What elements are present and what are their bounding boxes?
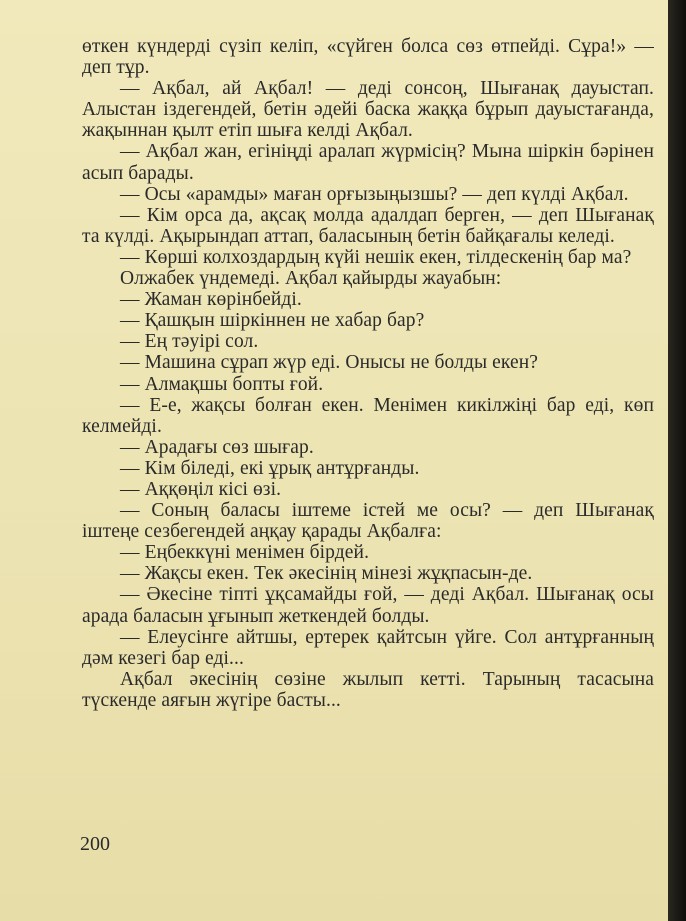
paragraph: — Жаман көрінбейді. bbox=[120, 289, 302, 311]
paragraph: — Қашқын шіркіннен не хабар бар? bbox=[120, 310, 425, 332]
paragraph: — Елеусінге айтшы, ертерек қайтсын үйге. Сол антұрғанның дәм кезегі бар еді... bbox=[82, 626, 654, 669]
paragraph: — Осы «арамды» маған орғызыңызшы? — деп күлді Ақбал. bbox=[120, 183, 629, 205]
paragraph: — Кім орса да, ақсақ молда адалдап берген, — деп Шығанақ та күлді. Ақырындап аттап, баласының бетін байқағалы келеді. bbox=[82, 204, 654, 247]
paragraph: Ақбал әкесінің сөзіне жылып кетті. Тарының тасасына түскенде аяғын жүгіре басты... bbox=[82, 668, 654, 711]
paragraph: өткен күндерді сүзіп келіп, «сүйген болса сөз өтпейді. Сұра!» — деп тұр. bbox=[82, 36, 654, 79]
paragraph: — Жақсы екен. Тек әкесінің мінезі жұқпасын-де. bbox=[120, 563, 533, 585]
page-number: 200 bbox=[80, 833, 110, 855]
paragraph: — Ең тәуірі сол. bbox=[120, 331, 259, 353]
paragraph: — Алмақшы бопты ғой. bbox=[120, 373, 324, 395]
page-edge-shadow bbox=[668, 0, 686, 921]
paragraph: — Еңбеккүні менімен бірдей. bbox=[120, 542, 370, 564]
page-text bbox=[82, 36, 654, 711]
paragraph: — Әкесіне тіпті ұқсамайды ғой, — деді Ақбал. Шығанақ осы арада баласын ұғынып жеткендей болды. bbox=[82, 584, 654, 627]
paragraph: — Көрші колхоздардың күйі нешік екен, тілдескенің бар ма? bbox=[120, 246, 632, 268]
paragraph: Олжабек үндемеді. Ақбал қайырды жауабын: bbox=[120, 268, 502, 290]
paragraph: — Ақбал жан, егініңді аралап жүрмісің? Мына шіркін бәрінен асып барады. bbox=[82, 141, 654, 184]
paragraph: — Соның баласы іштеме істей ме осы? — деп Шығанақ іштеңе сезбегендей аңқау қарады Ақбалға: bbox=[82, 500, 654, 543]
paragraph: — Машина сұрап жүр еді. Онысы не болды екен? bbox=[120, 352, 539, 374]
paragraph: — Кім біледі, екі ұрық антұрғанды. bbox=[120, 457, 420, 479]
paragraph: — Аққөңіл кісі өзі. bbox=[120, 478, 282, 500]
paragraph: — Арадағы сөз шығар. bbox=[120, 436, 314, 458]
paragraph: — Е-е, жақсы болған екен. Менімен кикілжіңі бар еді, көп келмейді. bbox=[82, 394, 654, 437]
paragraph: — Ақбал, ай Ақбал! — деді сонсоң, Шығанақ дауыстап. Алыстан іздегендей, бетін әдейі баска жаққа бұрып дауыстағанда, жақыннан қылт етіп шыға келді Ақбал. bbox=[82, 78, 654, 142]
